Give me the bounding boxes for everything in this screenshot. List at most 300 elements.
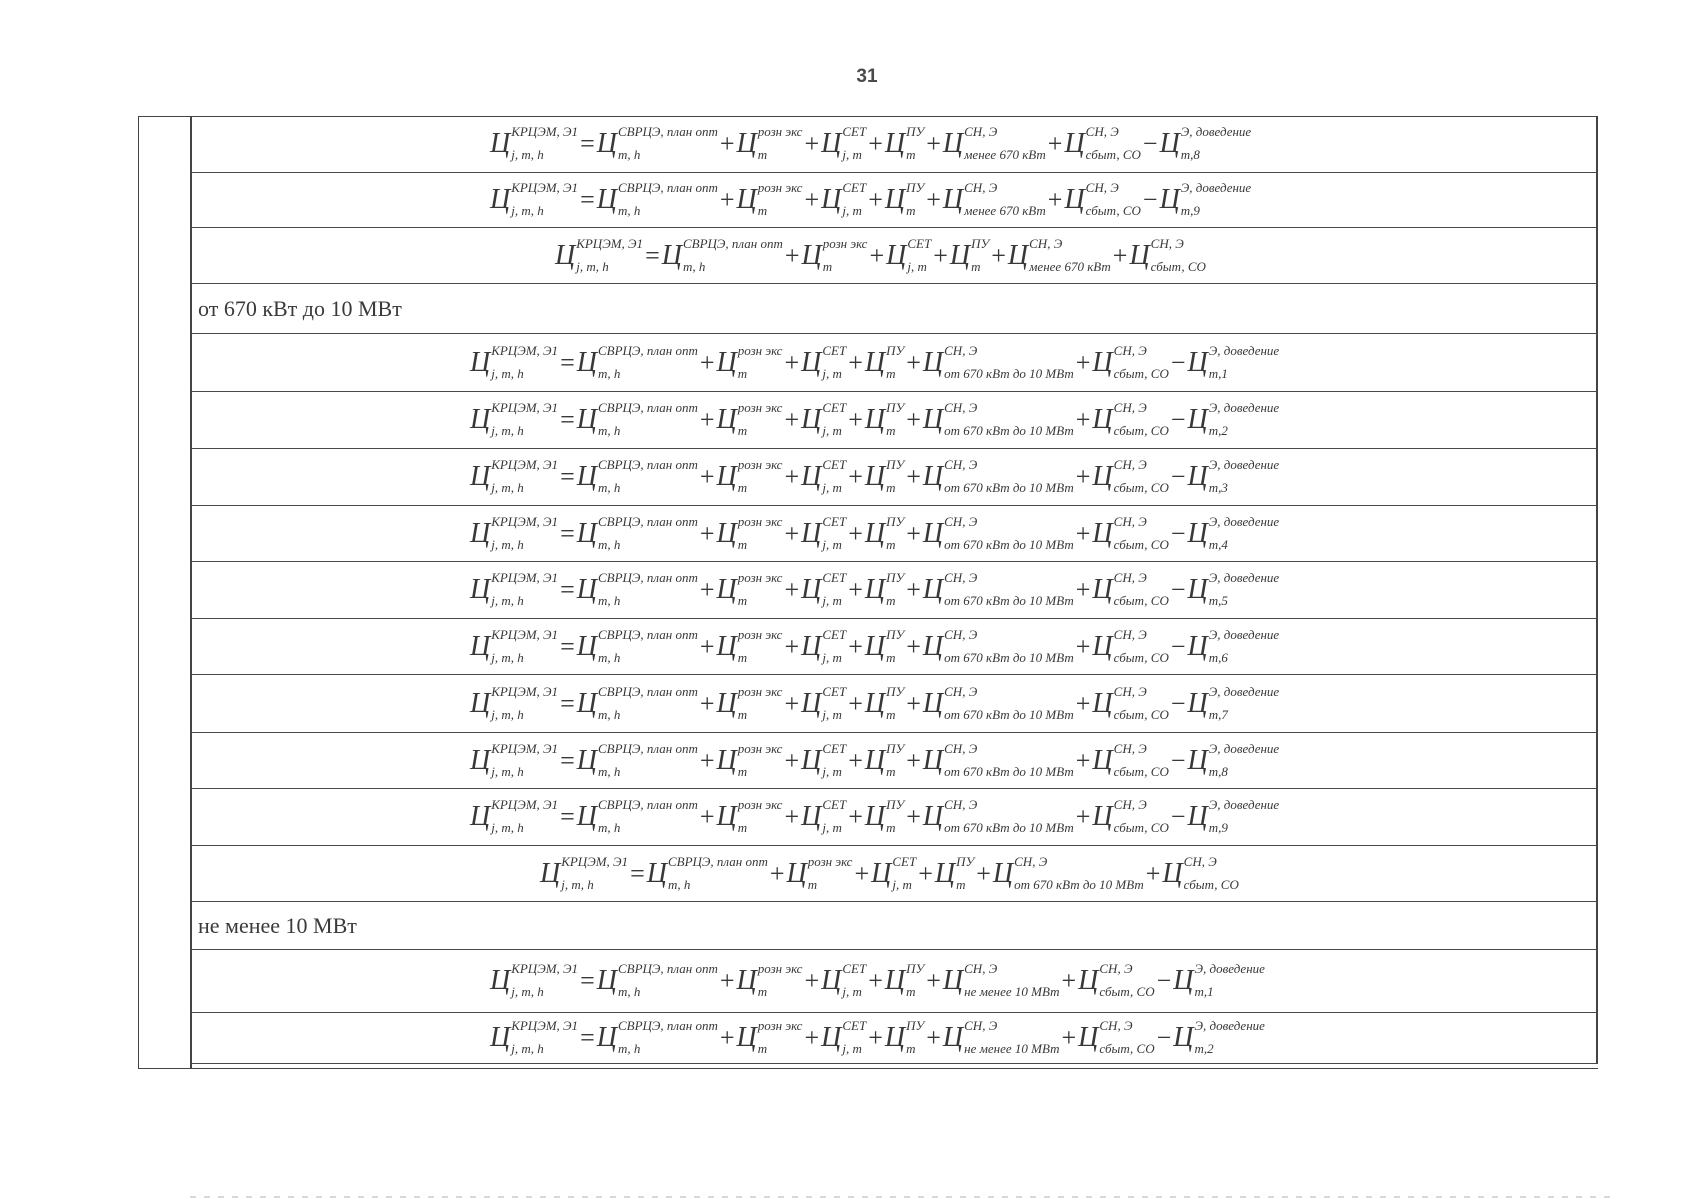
term-sbyt: [1064, 180, 1141, 219]
plus-sign: +: [719, 185, 735, 214]
plus-sign: +: [848, 631, 863, 661]
formula-row: [190, 846, 1598, 902]
plus-sign: +: [1145, 858, 1161, 888]
term-sbyt-superscript: СН, Э: [1085, 124, 1119, 140]
term-rozn: [786, 853, 853, 892]
term-svrce-subscript: m, h: [597, 763, 621, 779]
term-set: [821, 180, 867, 219]
minus-sign: −: [1170, 405, 1186, 434]
term-svrce-subscript: m, h: [617, 147, 641, 163]
term-pu: [884, 961, 925, 1000]
term-krcem-subscript: j, m, h: [491, 480, 524, 496]
term-svrce-superscript: СВРЦЭ, план опт: [597, 570, 698, 586]
plus-sign: +: [784, 745, 800, 775]
plus-sign: +: [868, 129, 883, 158]
price-formula: [555, 235, 1206, 274]
plus-sign: +: [906, 688, 921, 718]
term-krcem-symbol: Ц: [470, 346, 491, 378]
term-rozn-superscript: розн экс: [737, 570, 783, 586]
term-dovedenie-superscript: Э, доведение: [1208, 740, 1280, 756]
term-set-subscript: j, m: [822, 480, 842, 496]
term-set-superscript: СЕТ: [822, 797, 847, 813]
term-dovedenie: [1187, 342, 1280, 381]
term-sn-symbol: Ц: [942, 128, 964, 159]
term-dovedenie-subscript: m,6: [1208, 649, 1228, 665]
plus-sign: +: [784, 688, 800, 718]
term-sn-superscript: СН, Э: [944, 457, 978, 473]
term-set-superscript: СЕТ: [892, 853, 917, 869]
term-pu: [864, 342, 905, 381]
term-sn-subscript: от 670 кВт до 10 МВт: [944, 706, 1074, 722]
formula-row: [190, 334, 1598, 392]
term-sbyt: [1078, 1018, 1155, 1057]
plus-sign: +: [1075, 575, 1091, 604]
term-sbyt-superscript: СН, Э: [1113, 457, 1147, 473]
term-sn: [942, 1018, 1060, 1057]
term-dovedenie-superscript: Э, доведение: [1208, 570, 1280, 586]
term-krcem-superscript: КРЦЭМ, Э1: [491, 457, 559, 473]
term-sbyt-subscript: сбыт, СО: [1113, 365, 1169, 381]
plus-sign: +: [1047, 129, 1063, 158]
formula-row: [190, 733, 1598, 789]
plus-sign: +: [784, 802, 800, 831]
term-rozn: [716, 626, 783, 665]
term-rozn: [716, 740, 783, 779]
term-pu: [864, 740, 905, 779]
term-krcem-superscript: КРЦЭМ, Э1: [491, 342, 559, 358]
term-sbyt-symbol: Ц: [1092, 461, 1113, 492]
term-pu: [864, 626, 905, 665]
term-dovedenie-symbol: Ц: [1173, 1022, 1194, 1053]
term-pu-subscript: m: [906, 984, 916, 1000]
term-sbyt-superscript: СН, Э: [1085, 180, 1119, 196]
term-sn-subscript: от 670 кВт до 10 МВт: [944, 649, 1074, 665]
term-sn: [922, 740, 1074, 779]
term-dovedenie-symbol: Ц: [1159, 184, 1180, 215]
plus-sign: +: [784, 347, 800, 377]
term-krcem: [470, 740, 559, 779]
term-krcem-superscript: КРЦЭМ, Э1: [491, 740, 559, 756]
term-svrce-subscript: m, h: [597, 423, 621, 439]
term-pu-superscript: ПУ: [886, 400, 905, 416]
term-svrce-subscript: m, h: [682, 258, 706, 274]
term-sbyt-superscript: СН, Э: [1183, 853, 1217, 869]
term-set-subscript: j, m: [822, 365, 842, 381]
term-pu: [949, 235, 990, 274]
term-set-symbol: Ц: [821, 1022, 842, 1053]
term-svrce-symbol: Ц: [576, 574, 597, 605]
plus-sign: +: [1075, 347, 1091, 377]
term-pu-symbol: Ц: [864, 744, 886, 776]
term-sbyt-superscript: СН, Э: [1113, 626, 1147, 642]
term-svrce-symbol: Ц: [596, 128, 617, 159]
term-dovedenie-subscript: m,2: [1208, 423, 1228, 439]
term-sn-symbol: Ц: [922, 744, 944, 776]
term-sn: [922, 457, 1074, 496]
section-header-row: [190, 284, 1598, 334]
term-sn: [922, 400, 1074, 439]
price-formula: [470, 626, 1280, 665]
term-dovedenie-symbol: Ц: [1187, 630, 1208, 662]
term-sbyt: [1092, 570, 1169, 609]
term-krcem: [490, 961, 579, 1000]
plus-sign: +: [906, 631, 921, 661]
term-set-symbol: Ц: [886, 239, 907, 271]
plus-sign: +: [784, 240, 800, 270]
price-formula: [490, 124, 1252, 163]
term-sn-superscript: СН, Э: [964, 1018, 998, 1034]
term-svrce: [576, 797, 698, 836]
term-set: [801, 740, 847, 779]
term-rozn: [716, 400, 783, 439]
term-pu-superscript: ПУ: [906, 180, 925, 196]
term-rozn-superscript: розн экс: [737, 740, 783, 756]
price-formula: [470, 683, 1280, 722]
term-dovedenie: [1187, 570, 1280, 609]
term-pu-symbol: Ц: [864, 574, 886, 605]
term-set-subscript: j, m: [822, 820, 842, 836]
plus-sign: +: [1047, 185, 1063, 214]
term-dovedenie: [1187, 740, 1280, 779]
term-svrce: [576, 457, 698, 496]
term-sbyt: [1162, 853, 1239, 892]
term-krcem-symbol: Ц: [470, 801, 491, 832]
term-set-symbol: Ц: [871, 857, 892, 889]
equals-sign: =: [560, 347, 575, 377]
term-sbyt: [1092, 342, 1169, 381]
term-krcem: [470, 626, 559, 665]
term-svrce: [576, 683, 698, 722]
term-dovedenie-subscript: m,8: [1208, 763, 1228, 779]
term-sbyt-symbol: Ц: [1092, 346, 1113, 378]
term-sbyt-subscript: сбыт, СО: [1113, 593, 1169, 609]
term-svrce-symbol: Ц: [576, 461, 597, 492]
term-sbyt-subscript: сбыт, СО: [1150, 258, 1206, 274]
minus-sign: −: [1170, 745, 1186, 775]
term-svrce: [596, 124, 718, 163]
term-sn-superscript: СН, Э: [944, 570, 978, 586]
price-formula: [490, 1018, 1265, 1057]
equals-sign: =: [630, 858, 645, 888]
term-svrce-subscript: m, h: [597, 536, 621, 552]
term-krcem: [540, 853, 629, 892]
term-sbyt-superscript: СН, Э: [1113, 740, 1147, 756]
term-krcem-superscript: КРЦЭМ, Э1: [491, 400, 559, 416]
term-pu-subscript: m: [971, 258, 981, 274]
term-svrce-symbol: Ц: [646, 857, 667, 889]
term-krcem-symbol: Ц: [490, 184, 511, 215]
term-sn-symbol: Ц: [942, 1022, 964, 1053]
term-set-symbol: Ц: [801, 801, 822, 832]
price-formula: [540, 853, 1239, 892]
term-svrce-symbol: Ц: [596, 1022, 617, 1053]
term-pu-symbol: Ц: [864, 346, 886, 378]
term-svrce-subscript: m, h: [597, 649, 621, 665]
term-rozn-symbol: Ц: [716, 744, 737, 776]
term-dovedenie-symbol: Ц: [1187, 687, 1208, 719]
term-krcem-superscript: КРЦЭМ, Э1: [491, 570, 559, 586]
term-sn-symbol: Ц: [922, 346, 944, 378]
term-svrce-superscript: СВРЦЭ, план опт: [617, 1018, 718, 1034]
equals-sign: =: [580, 1023, 595, 1052]
term-pu-superscript: ПУ: [886, 457, 905, 473]
term-rozn: [716, 457, 783, 496]
plus-sign: +: [719, 1023, 735, 1052]
term-dovedenie-superscript: Э, доведение: [1208, 797, 1280, 813]
term-rozn: [716, 342, 783, 381]
term-sbyt-symbol: Ц: [1078, 965, 1099, 996]
term-set-symbol: Ц: [801, 574, 822, 605]
term-sn-superscript: СН, Э: [1014, 853, 1048, 869]
term-sbyt: [1078, 961, 1155, 1000]
term-sbyt-superscript: СН, Э: [1099, 1018, 1133, 1034]
term-sn-superscript: СН, Э: [964, 961, 998, 977]
minus-sign: −: [1142, 129, 1158, 158]
term-svrce: [576, 740, 698, 779]
plus-sign: +: [848, 745, 863, 775]
term-set-subscript: j, m: [822, 536, 842, 552]
term-dovedenie: [1187, 400, 1280, 439]
term-dovedenie-subscript: m,8: [1180, 147, 1200, 163]
term-krcem-subscript: j, m, h: [491, 820, 524, 836]
plus-sign: +: [906, 405, 921, 434]
plus-sign: +: [933, 240, 948, 270]
term-svrce-superscript: СВРЦЭ, план опт: [667, 853, 768, 869]
term-dovedenie-subscript: m,3: [1208, 480, 1228, 496]
term-sbyt-subscript: сбыт, СО: [1113, 649, 1169, 665]
term-sn-subscript: от 670 кВт до 10 МВт: [944, 820, 1074, 836]
term-sbyt-superscript: СН, Э: [1113, 570, 1147, 586]
term-svrce-subscript: m, h: [597, 593, 621, 609]
term-krcem-symbol: Ц: [555, 239, 576, 271]
term-svrce-superscript: СВРЦЭ, план опт: [682, 235, 783, 251]
term-set: [801, 626, 847, 665]
term-pu-superscript: ПУ: [886, 342, 905, 358]
term-set-subscript: j, m: [822, 763, 842, 779]
term-sn-subscript: от 670 кВт до 10 МВт: [944, 423, 1074, 439]
term-svrce-subscript: m, h: [617, 984, 641, 1000]
term-pu-subscript: m: [886, 706, 896, 722]
term-sbyt-superscript: СН, Э: [1113, 797, 1147, 813]
term-pu-symbol: Ц: [864, 404, 886, 435]
term-sbyt: [1092, 683, 1169, 722]
term-krcem-subscript: j, m, h: [491, 593, 524, 609]
term-krcem: [470, 683, 559, 722]
term-sbyt: [1092, 457, 1169, 496]
term-set-subscript: j, m: [842, 1041, 862, 1057]
plus-sign: +: [918, 858, 933, 888]
term-dovedenie-symbol: Ц: [1187, 801, 1208, 832]
formula-row: [190, 449, 1598, 506]
term-svrce: [576, 513, 698, 552]
term-pu-symbol: Ц: [884, 184, 906, 215]
term-dovedenie: [1187, 797, 1280, 836]
term-dovedenie-symbol: Ц: [1187, 346, 1208, 378]
term-rozn-symbol: Ц: [736, 1022, 757, 1053]
term-sn-superscript: СН, Э: [1029, 235, 1063, 251]
equals-sign: =: [560, 688, 575, 718]
term-sbyt-symbol: Ц: [1092, 687, 1113, 719]
term-svrce-subscript: m, h: [597, 706, 621, 722]
term-set-subscript: j, m: [822, 649, 842, 665]
term-krcem-symbol: Ц: [470, 461, 491, 492]
term-pu-subscript: m: [886, 365, 896, 381]
term-sbyt: [1092, 400, 1169, 439]
term-krcem-subscript: j, m, h: [491, 536, 524, 552]
term-sn-subscript: от 670 кВт до 10 МВт: [944, 536, 1074, 552]
term-sbyt-symbol: Ц: [1092, 630, 1113, 662]
term-set-superscript: СЕТ: [822, 683, 847, 699]
term-svrce-symbol: Ц: [661, 239, 682, 271]
term-sbyt-subscript: сбыт, СО: [1113, 820, 1169, 836]
term-rozn-subscript: m: [737, 706, 748, 722]
formula-row: [190, 789, 1598, 846]
term-dovedenie-superscript: Э, доведение: [1180, 124, 1252, 140]
equals-sign: =: [560, 518, 575, 548]
term-rozn-symbol: Ц: [716, 687, 737, 719]
equals-sign: =: [580, 129, 595, 158]
term-krcem-symbol: Ц: [470, 687, 491, 719]
term-rozn: [716, 513, 783, 552]
term-dovedenie-symbol: Ц: [1173, 965, 1194, 996]
term-dovedenie-subscript: m,1: [1208, 365, 1228, 381]
plus-sign: +: [926, 966, 941, 995]
term-svrce-symbol: Ц: [596, 965, 617, 996]
term-pu-subscript: m: [886, 593, 896, 609]
term-pu: [934, 853, 975, 892]
plus-sign: +: [784, 631, 800, 661]
term-pu-subscript: m: [886, 649, 896, 665]
term-dovedenie-superscript: Э, доведение: [1194, 961, 1265, 977]
term-sbyt-subscript: сбыт, СО: [1183, 876, 1239, 892]
plus-sign: +: [848, 462, 863, 491]
minus-sign: −: [1170, 688, 1186, 718]
term-pu-symbol: Ц: [934, 857, 956, 889]
term-set-symbol: Ц: [821, 965, 842, 996]
term-sbyt-subscript: сбыт, СО: [1113, 423, 1169, 439]
plus-sign: +: [991, 240, 1006, 270]
term-sn-subscript: от 670 кВт до 10 МВт: [1014, 876, 1144, 892]
term-pu-subscript: m: [906, 203, 916, 219]
term-dovedenie-superscript: Э, доведение: [1208, 400, 1280, 416]
term-dovedenie-subscript: m,9: [1180, 203, 1200, 219]
plus-sign: +: [1075, 462, 1091, 491]
term-pu-subscript: m: [956, 876, 966, 892]
term-rozn-subscript: m: [757, 984, 768, 1000]
term-sn: [992, 853, 1144, 892]
term-dovedenie-superscript: Э, доведение: [1208, 457, 1280, 473]
term-pu-superscript: ПУ: [886, 570, 905, 586]
term-sbyt-subscript: сбыт, СО: [1085, 203, 1141, 219]
term-pu: [884, 180, 925, 219]
term-set: [821, 124, 867, 163]
term-sbyt-symbol: Ц: [1092, 574, 1113, 605]
plus-sign: +: [848, 347, 863, 377]
plus-sign: +: [848, 688, 863, 718]
term-set-superscript: СЕТ: [822, 513, 847, 529]
term-dovedenie-superscript: Э, доведение: [1208, 513, 1280, 529]
price-formula: [490, 961, 1265, 1000]
term-dovedenie: [1187, 626, 1280, 665]
plus-sign: +: [804, 1023, 820, 1052]
term-sbyt-symbol: Ц: [1092, 517, 1113, 549]
plus-sign: +: [869, 240, 885, 270]
term-rozn-superscript: розн экс: [737, 626, 783, 642]
term-rozn-superscript: розн экс: [737, 797, 783, 813]
plus-sign: +: [854, 858, 870, 888]
term-set-subscript: j, m: [842, 203, 862, 219]
page-number: 31: [856, 66, 878, 87]
term-krcem: [490, 180, 579, 219]
term-rozn: [716, 683, 783, 722]
term-rozn-symbol: Ц: [786, 857, 807, 889]
term-sn: [942, 961, 1060, 1000]
term-pu-subscript: m: [886, 480, 896, 496]
term-sn-subscript: менее 670 кВт: [1029, 258, 1111, 274]
equals-sign: =: [645, 240, 660, 270]
term-set: [886, 235, 932, 274]
term-krcem-subscript: j, m, h: [511, 203, 544, 219]
term-rozn-symbol: Ц: [716, 461, 737, 492]
term-svrce-superscript: СВРЦЭ, план опт: [617, 124, 718, 140]
plus-sign: +: [1075, 802, 1091, 831]
minus-sign: −: [1170, 462, 1186, 491]
plus-sign: +: [848, 802, 863, 831]
term-dovedenie: [1187, 513, 1280, 552]
plus-sign: +: [699, 518, 715, 548]
formula-row: [190, 392, 1598, 449]
plus-sign: +: [699, 575, 715, 604]
term-svrce-symbol: Ц: [576, 801, 597, 832]
term-rozn-subscript: m: [757, 1041, 768, 1057]
term-pu-superscript: ПУ: [956, 853, 975, 869]
term-set-superscript: СЕТ: [822, 457, 847, 473]
term-rozn-symbol: Ц: [736, 184, 757, 215]
term-sbyt-superscript: СН, Э: [1113, 342, 1147, 358]
term-sn-symbol: Ц: [922, 630, 944, 662]
term-sn-symbol: Ц: [1007, 239, 1029, 271]
term-sn-superscript: СН, Э: [964, 180, 998, 196]
term-dovedenie-superscript: Э, доведение: [1208, 342, 1280, 358]
term-krcem-symbol: Ц: [470, 517, 491, 549]
term-sbyt-subscript: сбыт, СО: [1113, 536, 1169, 552]
term-krcem-subscript: j, m, h: [491, 423, 524, 439]
term-set-symbol: Ц: [801, 630, 822, 662]
term-set-symbol: Ц: [801, 687, 822, 719]
term-rozn-superscript: розн экс: [757, 961, 803, 977]
term-pu-symbol: Ц: [864, 687, 886, 719]
term-svrce-symbol: Ц: [576, 687, 597, 719]
term-set: [821, 1018, 867, 1057]
term-svrce-subscript: m, h: [617, 203, 641, 219]
term-sbyt-superscript: СН, Э: [1099, 961, 1133, 977]
term-dovedenie-superscript: Э, доведение: [1180, 180, 1252, 196]
term-rozn-symbol: Ц: [736, 965, 757, 996]
plus-sign: +: [784, 405, 800, 434]
term-sn-symbol: Ц: [942, 965, 964, 996]
plus-sign: +: [1061, 1023, 1077, 1052]
plus-sign: +: [1075, 518, 1091, 548]
price-formula: [470, 513, 1280, 552]
term-sn-superscript: СН, Э: [944, 513, 978, 529]
term-set-superscript: СЕТ: [842, 180, 867, 196]
term-svrce: [576, 342, 698, 381]
term-sbyt-symbol: Ц: [1064, 184, 1085, 215]
term-sn: [922, 570, 1074, 609]
term-krcem: [470, 457, 559, 496]
term-sn-subscript: от 670 кВт до 10 МВт: [944, 480, 1074, 496]
term-rozn-symbol: Ц: [716, 404, 737, 435]
